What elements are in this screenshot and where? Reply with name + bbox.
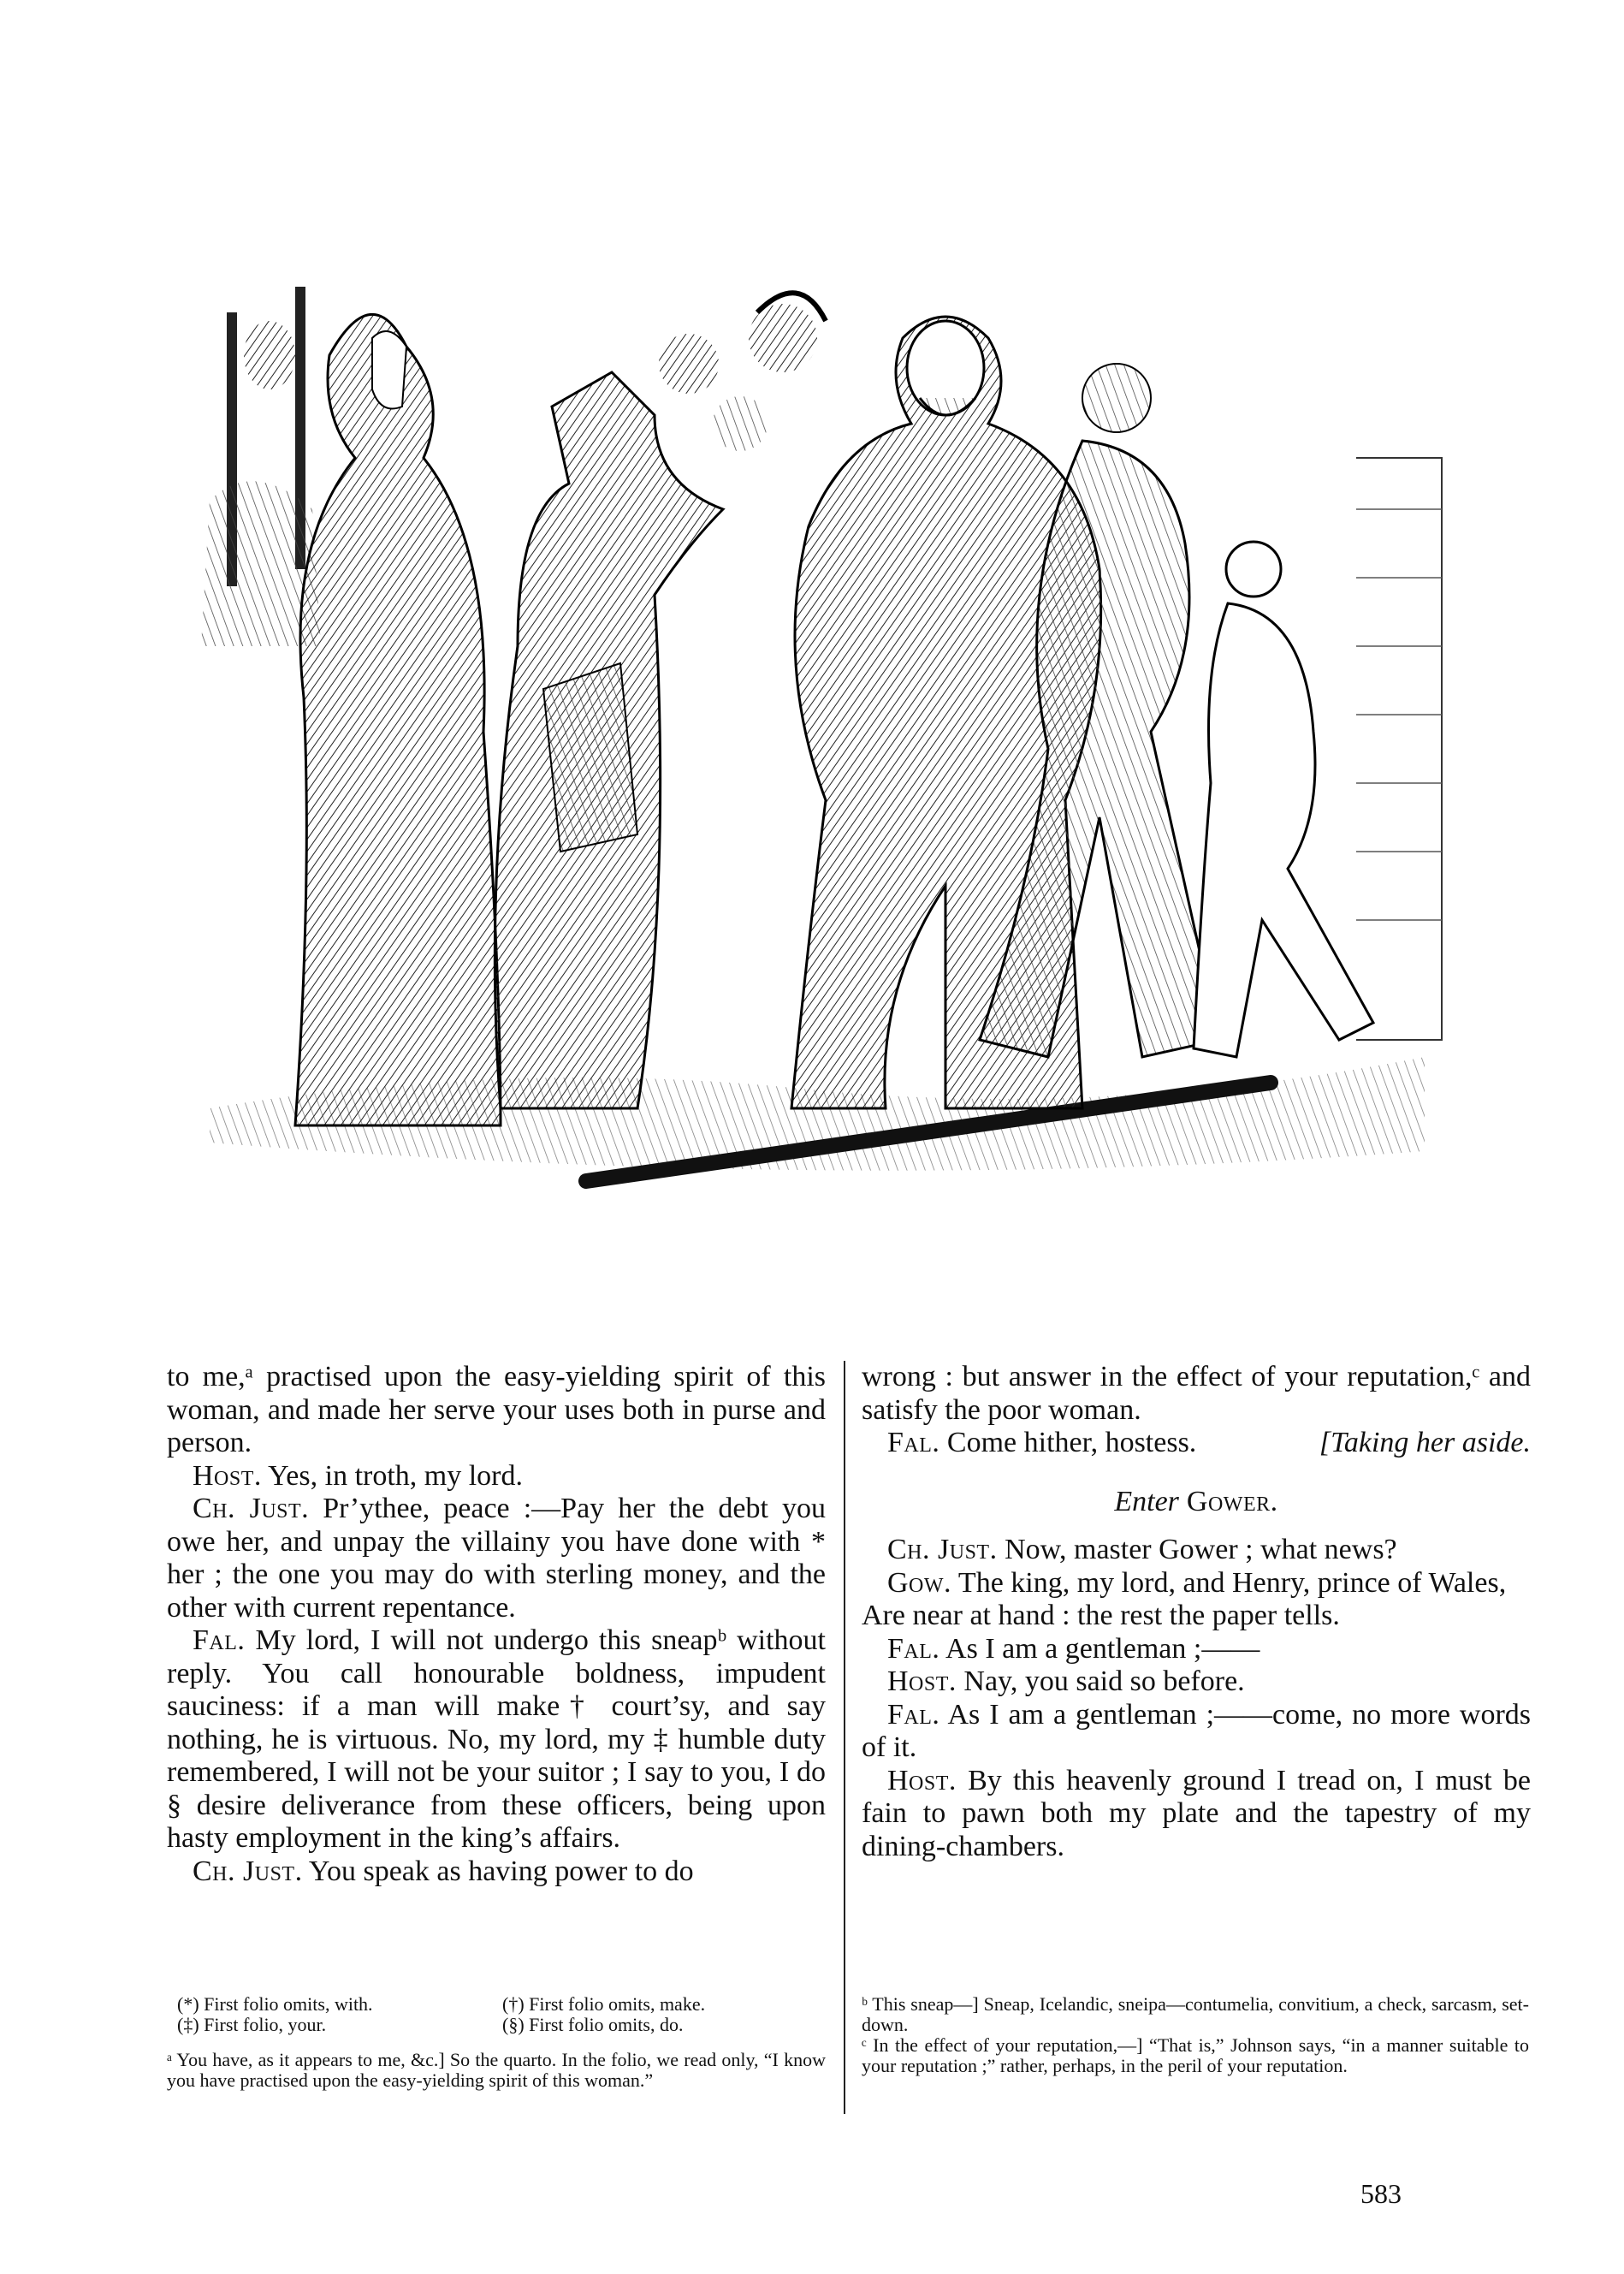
paragraph: Are near at hand : the rest the paper tells. — [862, 1600, 1340, 1631]
stage-direction: [Taking her aside. — [1319, 1427, 1531, 1458]
paragraph — [862, 1427, 1531, 1460]
footnotes-right — [862, 1994, 1529, 2076]
speaker-name: Fal. — [887, 1698, 940, 1731]
footnote: (*) First folio omits, with. — [177, 1993, 373, 2015]
footnotes-variants — [177, 1994, 827, 2035]
speech-text: Now, master Gower ; what news? — [997, 1534, 1397, 1565]
paragraph — [862, 1699, 1531, 1765]
paragraph — [862, 1765, 1531, 1864]
speech-text: Yes, in troth, my lord. — [261, 1459, 523, 1492]
paragraph — [862, 1633, 1531, 1666]
speaker-name: Host. — [193, 1459, 262, 1492]
speech-text: As I am a gentleman ;—— — [939, 1632, 1260, 1665]
speech-text: Come hither, hostess. — [939, 1427, 1197, 1458]
page-number: 583 — [1360, 2178, 1402, 2209]
speaker-name: Fal. — [887, 1427, 940, 1458]
footnote: (†) First folio omits, make. — [502, 1993, 706, 2015]
left-text-column — [167, 1361, 826, 1888]
speech-text: The king, my lord, and Henry, prince of Wales, — [951, 1566, 1507, 1599]
enter-label: Enter — [1114, 1485, 1179, 1517]
speech-text: Nay, you said so before. — [956, 1665, 1245, 1697]
paragraph — [862, 1534, 1531, 1567]
paragraph: wrong : but answer in the effect of your reputation,ᶜ and satisfy the poor woman. — [862, 1361, 1531, 1426]
stage-entry — [862, 1486, 1531, 1519]
footnote-c: ᶜ In the effect of your reputation,—] “That is,” Johnson says, “in a manner suitable to your reputation ;” rather, perhaps, in the peril of your reputation. — [862, 2034, 1529, 2076]
paragraph — [167, 1624, 826, 1855]
right-text-column — [862, 1361, 1531, 1863]
paragraph: to me,ᵃ practised upon the easy-yielding spirit of this woman, and made her serve your uses both in purse and person. — [167, 1361, 826, 1458]
footnote: (‡) First folio, your. — [177, 2014, 327, 2035]
paragraph — [167, 1460, 826, 1493]
speech-text: As I am a gentleman ;——come, no more words of it. — [862, 1698, 1531, 1763]
column-divider — [844, 1361, 845, 2114]
footnotes-left — [167, 2050, 826, 2091]
footnote: (§) First folio omits, do. — [502, 2014, 684, 2035]
enter-name: Gower. — [1178, 1485, 1278, 1517]
paragraph — [862, 1567, 1531, 1600]
paragraph — [862, 1665, 1531, 1699]
speaker-name: Fal. — [193, 1624, 246, 1656]
speech-text: You speak as having power to do — [302, 1855, 694, 1887]
paragraph — [167, 1855, 826, 1889]
engraving-illustration — [175, 287, 1459, 1237]
speaker-name: Ch. Just. — [887, 1534, 998, 1565]
speaker-name: Fal. — [887, 1632, 940, 1665]
speech-text: By this heavenly ground I tread on, I must be fain to pawn both my plate and the tapestry of my dining-chambers. — [862, 1764, 1531, 1862]
speaker-name: Host. — [887, 1764, 957, 1796]
speaker-name: Gow. — [887, 1566, 952, 1599]
speech-text: My lord, I will not undergo this sneapᵇ without reply. You call honourable boldness, impudent sauciness: if a man will make† court’sy, and say nothing, he is virtuous. No, my lord, my ‡ humble duty remembered, I will not be your suitor ; I say to you, I do § desire deliverance from these officers, being upon hasty employment in the king’s affairs. — [167, 1624, 826, 1854]
speech-text: Pr’ythee, peace :—Pay her the debt you owe her, and unpay the villainy you have done with * her ; the one you may do with sterling money, and the other with current repentance. — [167, 1493, 826, 1624]
footnote-a: ᵃ You have, as it appears to me, &c.] So the quarto. In the folio, we read only, “I know you have practised upon the easy-yielding spirit of this woman.” — [167, 2049, 826, 2091]
paragraph — [167, 1493, 826, 1624]
speaker-name: Host. — [887, 1665, 957, 1697]
engraving-icon — [175, 287, 1459, 1237]
footnote-b: ᵇ This sneap—] Sneap, Icelandic, sneipa—contumelia, convitium, a check, sarcasm, set-down. — [862, 1993, 1529, 2035]
speaker-name: Ch. Just. — [193, 1493, 310, 1524]
speaker-name: Ch. Just. — [193, 1855, 303, 1887]
